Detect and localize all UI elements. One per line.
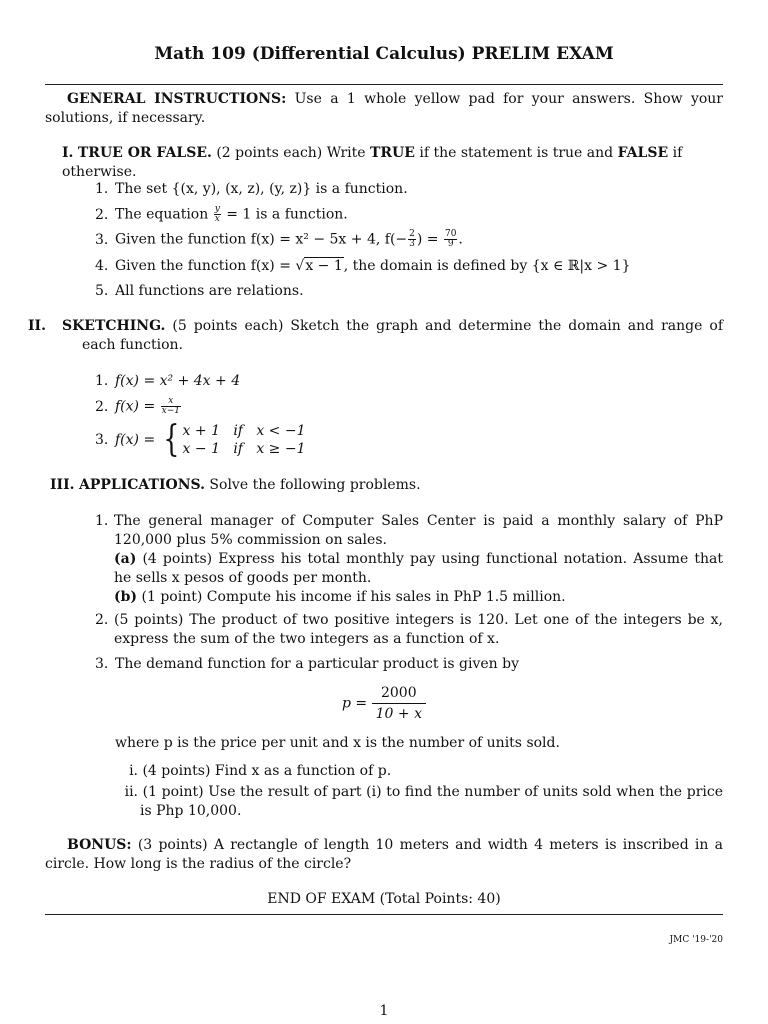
bonus-label: BONUS: [67, 837, 132, 853]
general-instructions-label: GENERAL INSTRUCTIONS: [67, 91, 287, 107]
tf-item-4 [95, 257, 723, 276]
part-ii-text: (1 point) Use the result of part (i) to find the number of units sold when the price is Php 10,000. [140, 784, 723, 819]
problem-3-part-ii [118, 783, 723, 821]
tf-item-3 [95, 230, 723, 250]
item-text: f(x) = [115, 398, 160, 415]
section-2-text: (5 points each) Sketch the graph and determine the domain and range of each function. [82, 318, 723, 353]
item-number: 2. [95, 398, 109, 415]
footer-note: JMC '19-'20 [669, 935, 723, 945]
section-3-text: Solve the following problems. [204, 477, 421, 493]
sketch-item-1 [95, 372, 723, 391]
problem-3-explanation: where p is the price per unit and x is the number of units sold. [115, 735, 560, 751]
fraction-denominator: x−1 [161, 406, 180, 416]
item-number: 4. [95, 258, 109, 274]
section-3-number: III. [50, 477, 75, 493]
application-problem-1 [95, 512, 723, 607]
item-text: f(x) = x² + 4x + 4 [115, 373, 241, 389]
part-ii-number: ii. [124, 784, 138, 800]
item-number: 2. [95, 206, 109, 223]
part-b-text: (1 point) Compute his income if his sales in PhP 1.5 million. [137, 589, 566, 605]
problem-3-part-i [123, 762, 723, 781]
end-of-exam: END OF EXAM (Total Points: 40) [267, 891, 501, 907]
tf-item-5 [95, 282, 723, 301]
sketch-item-3 [95, 419, 723, 460]
left-brace: { [163, 419, 180, 460]
problem-1-text: The general manager of Computer Sales Center is paid a monthly salary of PhP 120,000 plus 5% commission on sales. [114, 513, 723, 548]
radicand: x − 1 [305, 258, 343, 274]
fraction-numerator: 2 [409, 229, 415, 239]
item-text: Given the function f(x) = x² − 5x + 4, f(− [115, 231, 408, 248]
fraction [408, 230, 416, 249]
false-word: FALSE [617, 145, 669, 161]
general-instructions [45, 90, 723, 128]
item-number: 3. [95, 432, 109, 448]
bottom-rule [45, 914, 723, 915]
equation-fraction [372, 683, 426, 724]
tf-item-2 [95, 205, 723, 225]
section-3-heading [45, 476, 728, 495]
bonus-question [45, 836, 723, 874]
section-2-label: SKETCHING. [62, 318, 166, 334]
item-text-end: , the domain is defined by {x ∈ ℝ|x > 1} [343, 258, 631, 274]
equation-numerator: 2000 [372, 683, 426, 704]
problem-3-text: The demand function for a particular product is given by [115, 656, 519, 672]
section-1-heading [45, 144, 723, 182]
item-text: The set {(x, y), (x, z), (y, z)} is a function. [115, 181, 408, 197]
fraction-denominator: 3 [409, 239, 415, 249]
equation-lhs: p = [342, 695, 368, 712]
fraction [161, 397, 181, 416]
exam-title: Math 109 (Differential Calculus) PRELIM EXAM [154, 44, 614, 64]
item-text-end: . [458, 231, 463, 248]
section-1-text-2: if the statement is true and [414, 145, 618, 161]
item-text: Given the function f(x) = √ [115, 258, 305, 274]
piecewise-cases [183, 422, 306, 458]
item-number: 1. [95, 181, 109, 197]
general-instructions-text: Use a 1 whole yellow pad for your answers. Show your solutions, if necessary. [45, 91, 723, 126]
section-1-label: TRUE OR FALSE. [77, 145, 212, 161]
part-b-label: (b) [114, 589, 138, 605]
part-a-label: (a) [114, 551, 137, 567]
fraction-numerator: y [214, 204, 220, 214]
sketch-item-2 [95, 397, 723, 417]
section-2-heading: II. SKETCHING. (5 points each) Sketch the graph and determine the domain and range of each function. [28, 318, 723, 353]
item-number: 2. [95, 612, 109, 628]
fraction-denominator: 9 [447, 239, 454, 249]
true-word: TRUE [370, 145, 415, 161]
case-2: x − 1 if x ≥ −1 [182, 441, 306, 457]
section-1-text-3: if otherwise. [62, 145, 683, 180]
item-number: 5. [95, 283, 109, 299]
section-1-text: (2 points each) Write [211, 145, 370, 161]
item-number: 1. [95, 373, 109, 389]
problem-2-text: (5 points) The product of two positive integers is 120. Let one of the integers be x, express the sum of the two integers as a function of x. [114, 612, 723, 647]
top-rule [45, 84, 723, 85]
item-text-end: = 1 is a function. [221, 206, 348, 223]
fraction-numerator: x [161, 397, 181, 407]
item-text: All functions are relations. [115, 283, 304, 299]
item-text: The equation [115, 206, 213, 223]
item-number: 1. [95, 513, 109, 529]
part-i-text: (4 points) Find x as a function of p. [142, 763, 392, 779]
part-a-text: (4 points) Express his total monthly pay using functional notation. Assume that he sells x pesos of goods per month. [114, 551, 723, 586]
fraction [214, 205, 221, 224]
fraction-denominator: x [214, 214, 220, 224]
bonus-text: (3 points) A rectangle of length 10 meters and width 4 meters is inscribed in a circle. How long is the radius of the circle? [45, 837, 723, 872]
part-i-number: i. [129, 763, 138, 779]
item-text-mid: ) = [416, 231, 443, 248]
section-3-label: APPLICATIONS. [78, 477, 205, 493]
case-1: x + 1 if x < −1 [182, 423, 306, 439]
application-problem-2 [95, 611, 723, 649]
page-number: 1 [379, 1003, 389, 1019]
item-text: f(x) = [115, 432, 160, 448]
equation-denominator: 10 + x [375, 706, 422, 722]
fraction [444, 230, 457, 249]
item-number: 3. [95, 231, 109, 248]
demand-equation [0, 683, 768, 724]
section-1-number: I. [62, 145, 74, 161]
tf-item-1 [95, 180, 723, 199]
fraction-numerator: 70 [444, 229, 457, 239]
application-problem-3 [95, 655, 723, 674]
item-number: 3. [95, 656, 109, 672]
